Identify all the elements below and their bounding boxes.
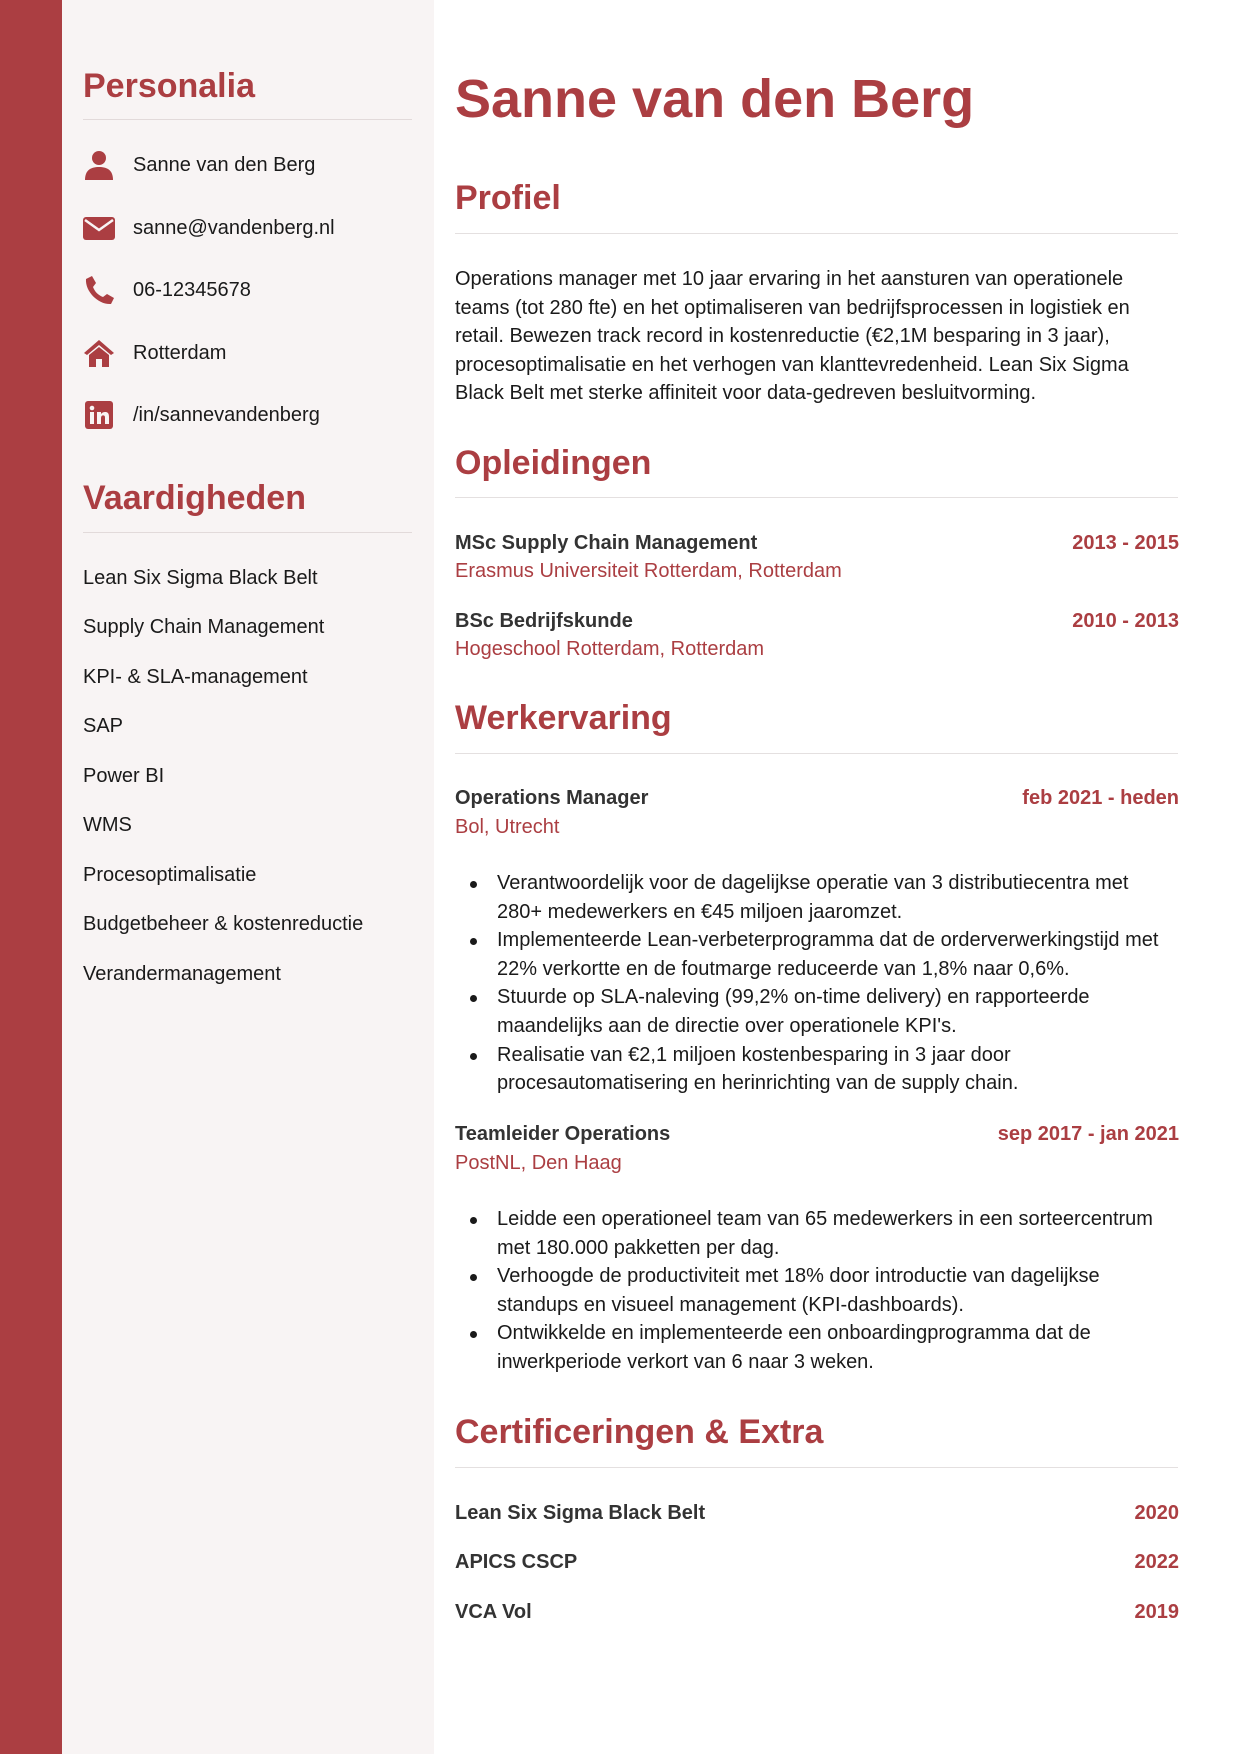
contact-phone[interactable] — [83, 270, 413, 310]
job-bullet: Leidde een operationeel team van 65 medewerkers in een sorteercentrum met 180.000 pakketten per dag. — [455, 1205, 1179, 1262]
personalia-divider — [83, 119, 412, 120]
skill-item: Supply Chain Management — [83, 616, 325, 638]
certification-year: 2019 — [1134, 1601, 1179, 1623]
skill-item: Power BI — [83, 765, 165, 787]
certification-name: APICS CSCP — [455, 1551, 578, 1573]
skills-title: Vaardigheden — [83, 479, 306, 517]
job-role: Teamleider Operations — [455, 1123, 671, 1145]
contact-linkedin-text[interactable]: /in/sannevandenberg — [133, 404, 320, 426]
contact-name-text: Sanne van den Berg — [133, 154, 316, 176]
skills-divider — [83, 532, 412, 533]
sidebar — [62, 0, 434, 1754]
contact-location-text: Rotterdam — [133, 342, 227, 364]
education-school: Erasmus Universiteit Rotterdam, Rotterdam — [455, 560, 842, 582]
home-icon — [83, 337, 115, 369]
experience-title: Werkervaring — [455, 699, 672, 737]
experience-divider — [455, 753, 1178, 754]
contact-name — [83, 145, 413, 185]
skill-item: Budgetbeheer & kostenreductie — [83, 913, 364, 935]
job-role: Operations Manager — [455, 787, 649, 809]
linkedin-icon — [83, 399, 115, 431]
main-content — [434, 0, 1241, 1754]
education-title: Opleidingen — [455, 444, 652, 482]
contact-phone-text[interactable]: 06-12345678 — [133, 279, 251, 301]
accent-stripe — [0, 0, 62, 1754]
skill-item: KPI- & SLA-management — [83, 666, 308, 688]
job-company: Bol, Utrecht — [455, 816, 560, 838]
certifications-title: Certificeringen & Extra — [455, 1413, 824, 1451]
contact-location — [83, 333, 413, 373]
education-years: 2013 - 2015 — [1072, 532, 1179, 554]
job-period: feb 2021 - heden — [1022, 787, 1179, 809]
skill-item: SAP — [83, 715, 124, 737]
job-bullet: Implementeerde Lean-verbeterprogramma dat de orderverwerkingstijd met 22% verkortte en de foutmarge reduceerde van 1,8% naar 0,6%. — [455, 926, 1179, 983]
education-degree: MSc Supply Chain Management — [455, 532, 758, 554]
education-degree: BSc Bedrijfskunde — [455, 610, 633, 632]
phone-icon — [83, 274, 115, 306]
job-bullets — [455, 869, 1179, 1098]
personalia-title: Personalia — [83, 67, 255, 105]
certification-name: Lean Six Sigma Black Belt — [455, 1502, 706, 1524]
skill-item: Procesoptimalisatie — [83, 864, 257, 886]
education-school: Hogeschool Rotterdam, Rotterdam — [455, 638, 765, 660]
job-bullet: Verantwoordelijk voor de dagelijkse operatie van 3 distributiecentra met 280+ medewerkers en €45 miljoen jaaromzet. — [455, 869, 1179, 926]
profile-divider — [455, 233, 1178, 234]
job-bullets — [455, 1205, 1179, 1377]
job-bullet: Ontwikkelde en implementeerde een onboardingprogramma dat de inwerkperiode verkort van 6 naar 3 weken. — [455, 1319, 1179, 1376]
job-bullet: Verhoogde de productiviteit met 18% door introductie van dagelijkse standups en visueel management (KPI-dashboards). — [455, 1262, 1179, 1319]
job-company: PostNL, Den Haag — [455, 1152, 622, 1174]
contact-email-text[interactable]: sanne@vandenberg.nl — [133, 217, 335, 239]
contact-linkedin[interactable] — [83, 395, 413, 435]
profile-text: Operations manager met 10 jaar ervaring in het aansturen van operationele teams (tot 280 fte) en het optimaliseren van bedrijfsprocessen in logistiek en retail. Bewezen track record in kostenreductie (€2,1M besparing in 3 jaar), procesoptimalisatie en het verhogen van klanttevredenheid. Lean Six Sigma Black Belt met sterke affiniteit voor data-gedreven besluitvorming. — [455, 268, 1130, 405]
certification-year: 2022 — [1134, 1551, 1179, 1573]
certification-year: 2020 — [1134, 1502, 1179, 1524]
job-bullet: Stuurde op SLA-naleving (99,2% on-time delivery) en rapporteerde maandelijks aan de directie over operationele KPI's. — [455, 983, 1179, 1040]
contact-email[interactable] — [83, 208, 413, 248]
envelope-icon — [83, 212, 115, 244]
skill-item: Verandermanagement — [83, 963, 281, 985]
certification-name: VCA Vol — [455, 1601, 532, 1623]
education-divider — [455, 497, 1178, 498]
job-period: sep 2017 - jan 2021 — [997, 1123, 1179, 1145]
skill-item: Lean Six Sigma Black Belt — [83, 567, 318, 589]
skill-item: WMS — [83, 814, 132, 836]
job-bullet: Realisatie van €2,1 miljoen kostenbesparing in 3 jaar door procesautomatisering en herinrichting van de supply chain. — [455, 1041, 1179, 1098]
education-years: 2010 - 2013 — [1072, 610, 1179, 632]
candidate-name: Sanne van den Berg — [455, 69, 975, 129]
profile-title: Profiel — [455, 179, 561, 217]
user-icon — [83, 149, 115, 181]
certifications-divider — [455, 1467, 1178, 1468]
